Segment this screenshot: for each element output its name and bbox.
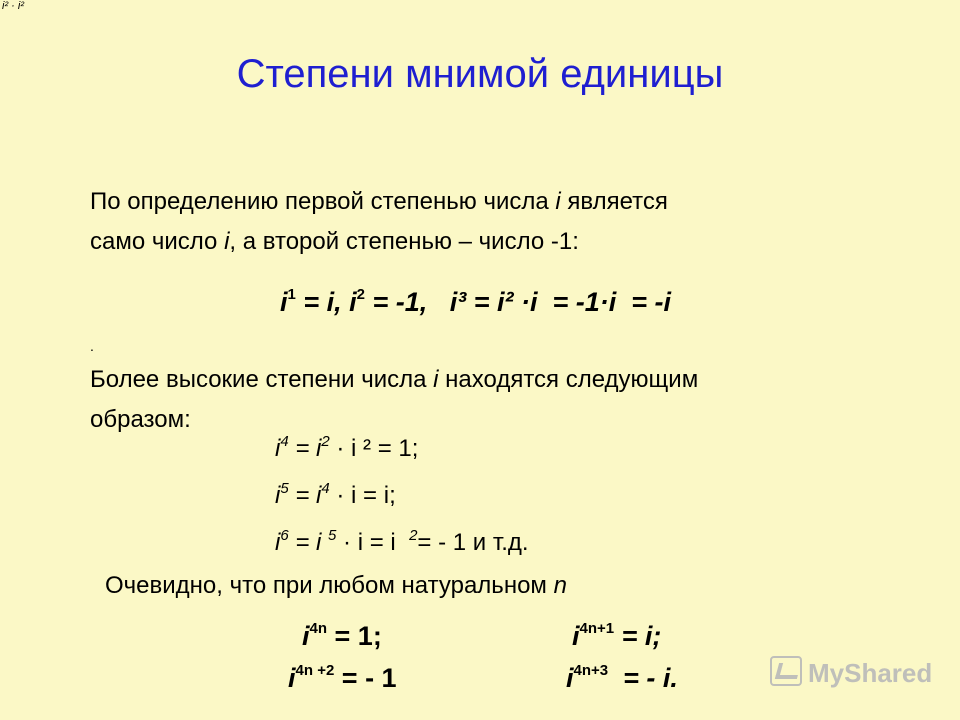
- powers-list: [275, 422, 529, 563]
- higher-line-1: Более высокие степени числа i находятся следующим: [90, 366, 699, 393]
- result-4n-plus-3: $i^{4n+3}$ = - i.: [566, 662, 678, 693]
- watermark-logo: MyShared: [770, 656, 932, 689]
- definition-line-1: По определению первой степенью числа i является: [90, 188, 668, 215]
- power-row-4: $i^4 = i^2 \cdot i$ ² = 1;: [275, 433, 419, 462]
- obvious-statement: Очевидно, что при любом натуральном n: [105, 572, 567, 599]
- watermark-icon: [770, 656, 802, 686]
- power-row-6: $i^6 = i$ $^5$ · i = i $^2$= - 1 и т.д.: [275, 527, 529, 556]
- definition-paragraph: [90, 182, 668, 262]
- corner-formula: i² · i²: [2, 0, 24, 12]
- slide-title: Степени мнимой единицы: [236, 52, 724, 96]
- bullet-dot: .: [90, 338, 94, 354]
- higher-line-2: образом:: [90, 406, 191, 433]
- result-4n-plus-1: $i^{4n+1} = i$;: [572, 620, 662, 651]
- definition-line-2: само число i, а второй степенью – число -1:: [90, 228, 579, 255]
- power-row-5: $i^5 = i^4 \cdot i = i$;: [275, 480, 396, 509]
- result-4n-plus-2: $i^{4n +2}$ = - 1: [288, 662, 397, 693]
- main-equation: $i^1 = i$, $i^2 = -1$, i³ = i² ·i = -1·i = -i: [280, 286, 672, 317]
- result-4n: $i^{4n} = 1$;: [302, 620, 382, 651]
